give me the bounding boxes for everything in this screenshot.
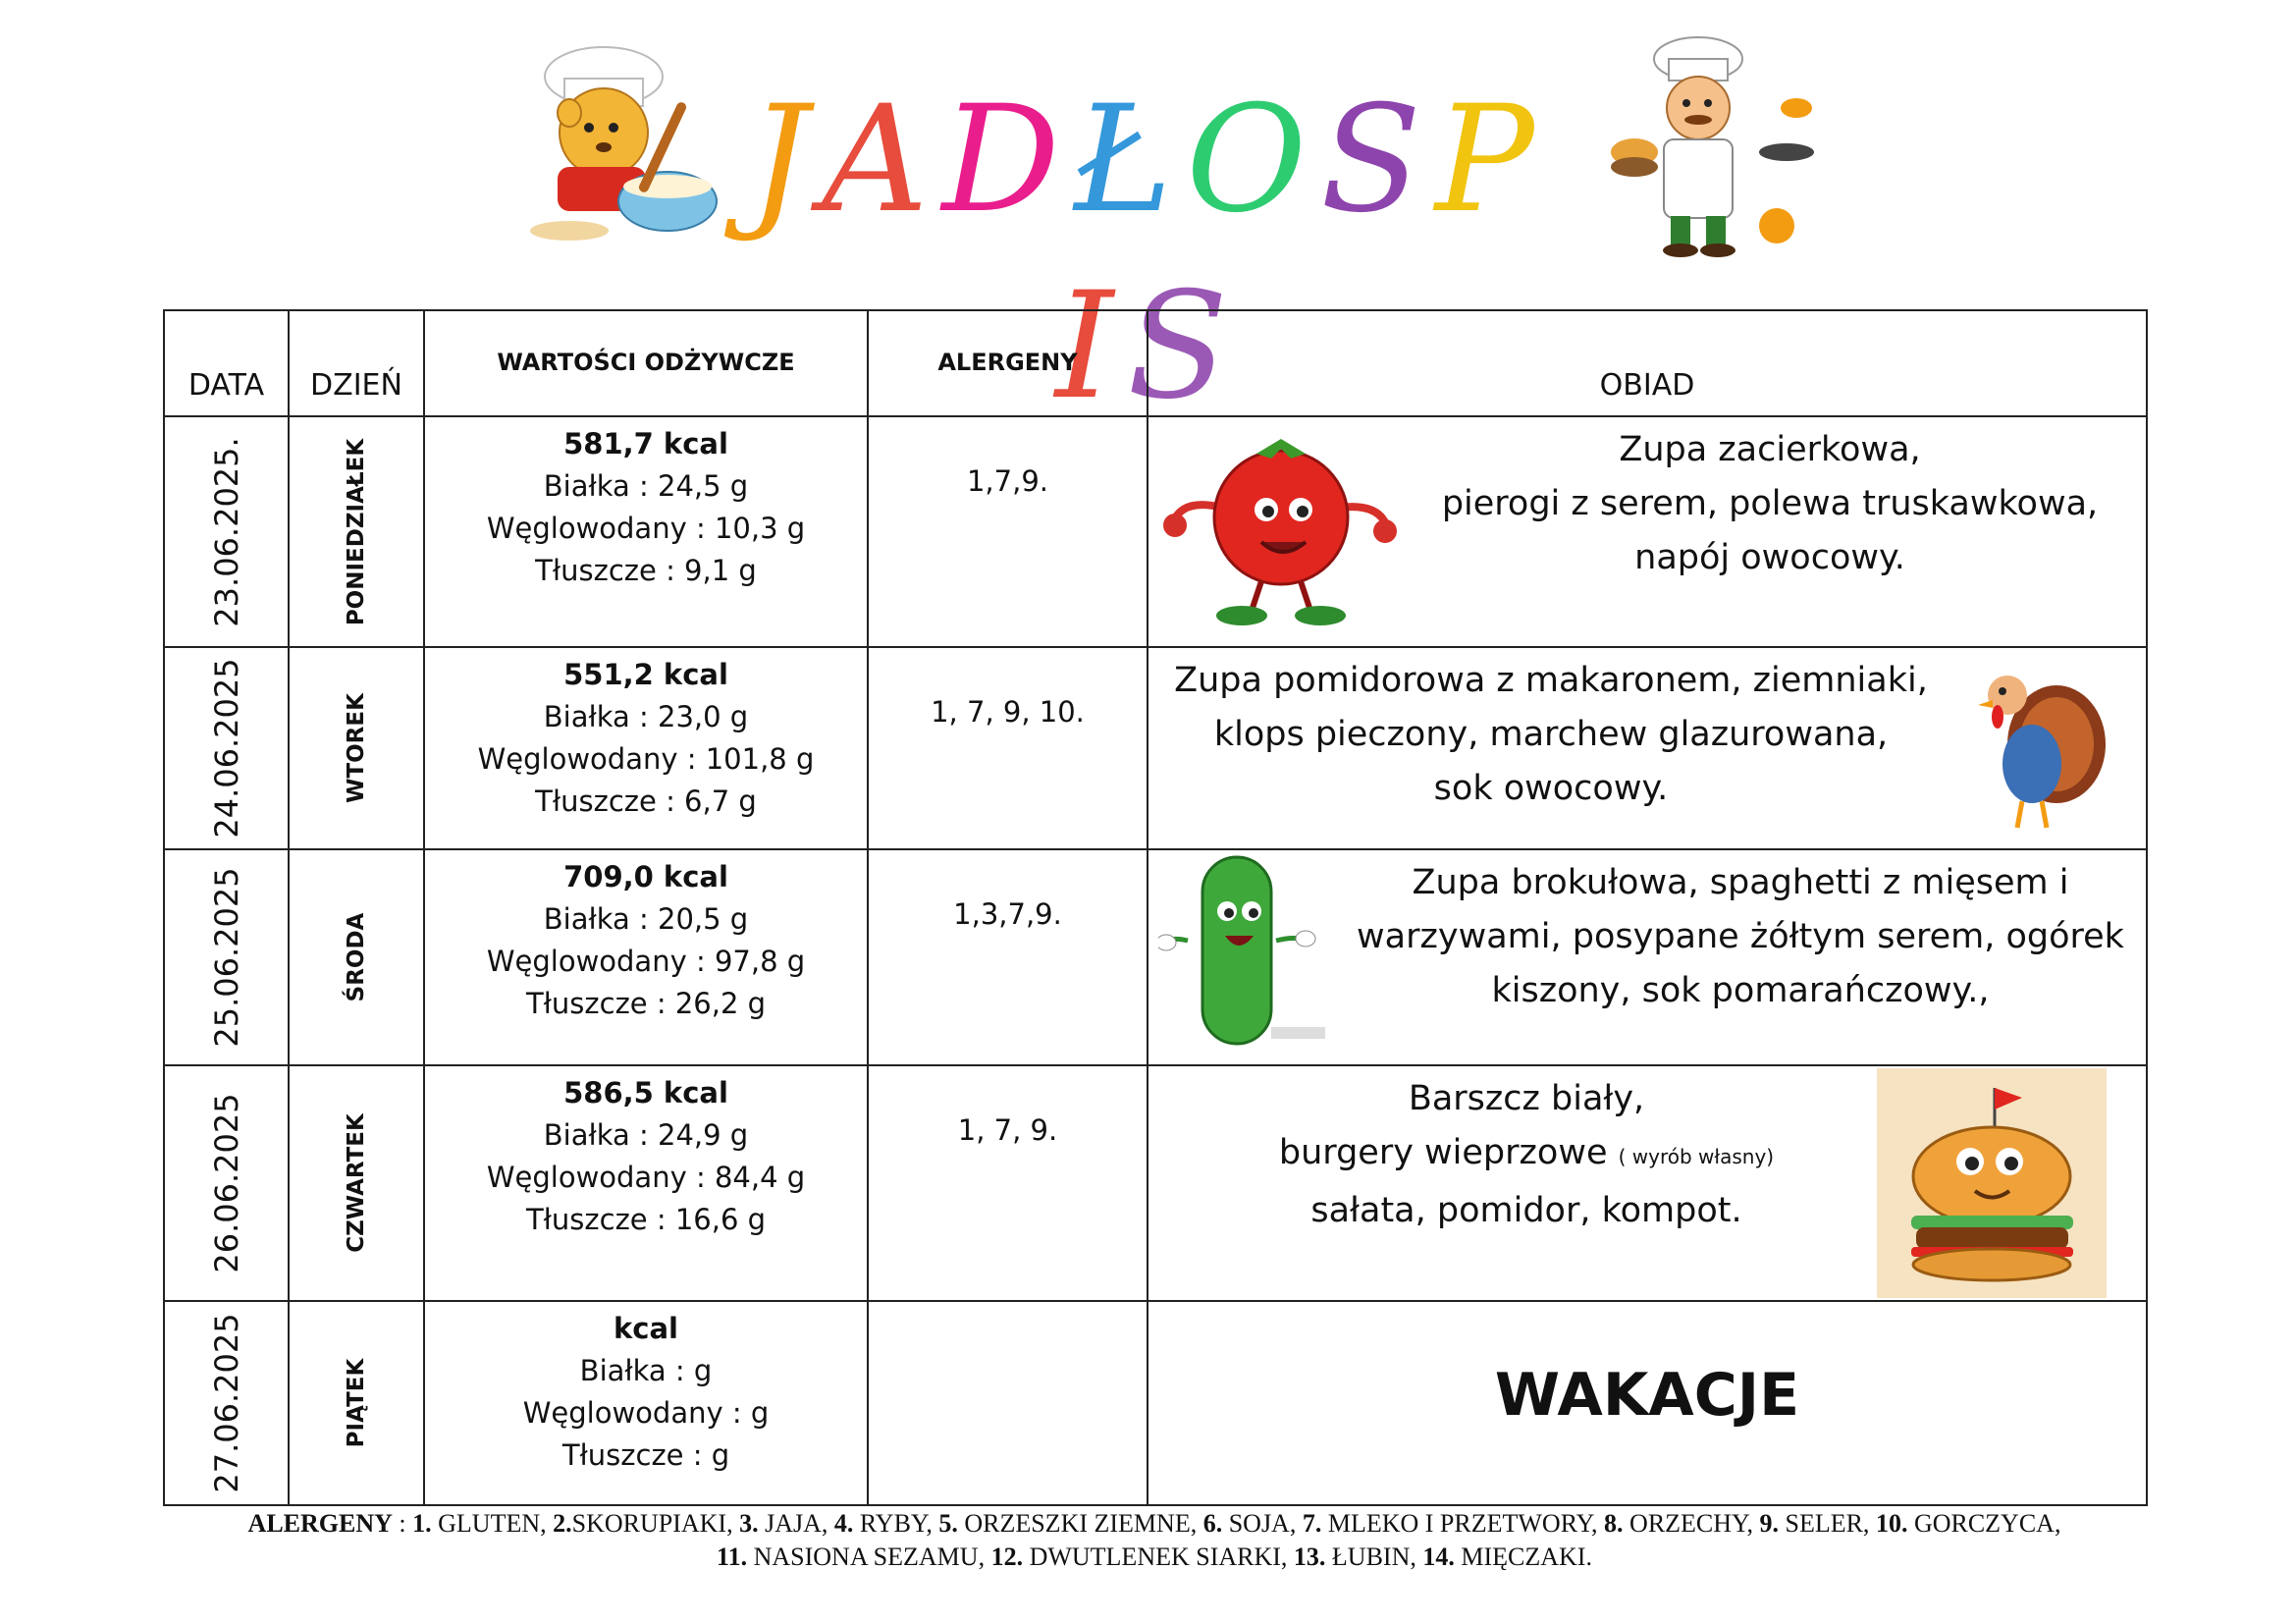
allergen-name: RYBY, (853, 1509, 939, 1538)
day-cell (289, 416, 424, 647)
title-letter: S (1320, 75, 1435, 245)
allergen-number: 5. (938, 1509, 958, 1538)
dish-line (1188, 1126, 1865, 1184)
dish-text (1345, 856, 2136, 1018)
allergen-name: MIĘCZAKI. (1454, 1543, 1592, 1571)
dish-line: Zupa zacierkowa, (1619, 430, 1921, 469)
allergen-number: 8. (1604, 1509, 1624, 1538)
allergen-number: 13. (1293, 1543, 1326, 1571)
dish-text (1158, 654, 1944, 816)
carbs-value: Węglowodany : 84,4 g (486, 1161, 806, 1194)
allergen-number: 1. (412, 1509, 432, 1538)
title-letter: O (1186, 75, 1321, 245)
dish-line: klops pieczony, marchew glazurowana, (1213, 715, 1889, 754)
nutrition-cell (424, 416, 868, 647)
tomato-icon (1163, 429, 1399, 630)
dish-line: sok owocowy. (1433, 769, 1669, 808)
allergen-number: 4. (833, 1509, 854, 1538)
nutrition-cell (424, 1301, 868, 1505)
fat-value: Tłuszcze : 26,2 g (525, 987, 767, 1020)
table-row (164, 849, 2147, 1065)
menu-table (163, 309, 2148, 1506)
allergen-name: GORCZYCA, (1907, 1509, 2061, 1538)
title-letter: J (749, 75, 823, 245)
day-cell (289, 849, 424, 1065)
date-cell (164, 1301, 289, 1505)
title-letter: A (822, 75, 942, 245)
dish-text (1188, 1072, 1865, 1238)
nutrition-cell (424, 1065, 868, 1301)
date-text: 26.06.2025 (207, 1093, 245, 1273)
day-text: CZWARTEK (344, 1113, 369, 1253)
allergen-number: 7. (1302, 1509, 1322, 1538)
day-text: ŚRODA (344, 912, 369, 1002)
allergen-legend (163, 1507, 2146, 1574)
date-text: 27.06.2025 (207, 1313, 245, 1493)
allergen-name: ORZESZKI ZIEMNE, (957, 1509, 1203, 1538)
chef-bear-icon (510, 39, 736, 245)
allergen-name: SKORUPIAKI, (571, 1509, 740, 1538)
allergens-cell: 1,7,9. (868, 416, 1148, 647)
fat-value: Tłuszcze : 6,7 g (535, 785, 757, 818)
burger-icon (1877, 1068, 2107, 1298)
carbs-value: Węglowodany : g (522, 1396, 770, 1430)
allergen-number: 10. (1875, 1509, 1908, 1538)
dish-cell (1148, 1301, 2147, 1505)
kcal-value: 581,7 kcal (563, 427, 728, 460)
allergen-number: 2. (553, 1509, 572, 1538)
allergen-legend-line-1: ALERGENY : 1. GLUTEN, 2.SKORUPIAKI, 3. JAJA, 4. RYBY, 5. ORZESZKI ZIEMNE, 6. SOJA, 7. MLEKO I PRZETWORY, 8. ORZECHY, 9. SELER, 10. GORCZYCA, (247, 1509, 2061, 1538)
kcal-value: 551,2 kcal (563, 658, 728, 691)
carbs-value: Węglowodany : 10,3 g (486, 512, 806, 545)
allergen-number: 14. (1422, 1543, 1455, 1571)
dish-cell (1148, 1065, 2147, 1301)
dish-note: ( wyrób własny) (1618, 1145, 1775, 1168)
allergens-cell: 1, 7, 9, 10. (868, 647, 1148, 849)
table-row (164, 416, 2147, 647)
allergen-name: JAJA, (758, 1509, 834, 1538)
date-cell (164, 1065, 289, 1301)
dish-cell (1148, 849, 2147, 1065)
dish-line: pierogi z serem, polewa truskawkowa, (1441, 484, 2099, 523)
protein-value: Białka : 24,5 g (543, 469, 749, 503)
allergen-number: 12. (990, 1543, 1024, 1571)
protein-value: Białka : 23,0 g (543, 700, 749, 733)
title-letter: I (1054, 261, 1128, 432)
header-lunch: OBIAD (1148, 310, 2147, 416)
title-letter: D (941, 75, 1074, 245)
protein-value: Białka : 20,5 g (543, 902, 749, 936)
fat-value: Tłuszcze : g (561, 1438, 730, 1472)
allergen-name: SELER, (1778, 1509, 1876, 1538)
date-cell (164, 849, 289, 1065)
header-allergens: ALERGENY (868, 310, 1148, 416)
allergens-cell: 1, 7, 9. (868, 1065, 1148, 1301)
dish-line: sałata, pomidor, kompot. (1310, 1191, 1742, 1230)
date-text: 25.06.2025 (207, 867, 245, 1048)
dish-line: napój owocowy. (1634, 538, 1905, 577)
dish-line-main: burgery wieprzowe (1278, 1133, 1608, 1172)
allergens-cell (868, 1301, 1148, 1505)
allergen-legend-label: ALERGENY (247, 1509, 393, 1538)
dish-cell (1148, 416, 2147, 647)
dish-cell (1148, 647, 2147, 849)
carbs-value: Węglowodany : 97,8 g (486, 945, 806, 978)
allergen-name: SOJA, (1222, 1509, 1303, 1538)
carbs-value: Węglowodany : 101,8 g (477, 742, 815, 776)
cucumber-icon (1158, 852, 1330, 1049)
dish-line: warzywami, posypane żółtym serem, ogórek (1357, 917, 2124, 956)
allergen-number: 11. (717, 1543, 748, 1571)
day-text: WTOREK (344, 693, 369, 803)
title-letter: S (1127, 261, 1243, 432)
allergen-name: MLEKO I PRZETWORY, (1321, 1509, 1605, 1538)
dish-line: kiszony, sok pomarańczowy., (1491, 971, 1990, 1010)
day-text: PIĄTEK (344, 1358, 369, 1448)
kcal-value: 709,0 kcal (563, 860, 728, 893)
header-row (164, 310, 2147, 416)
allergen-name: DWUTLENEK SIARKI, (1023, 1543, 1294, 1571)
allergen-legend-line-2 (163, 1541, 2146, 1574)
allergen-number: 3. (739, 1509, 759, 1538)
header-date: DATA (164, 310, 289, 416)
nutrition-cell (424, 849, 868, 1065)
day-cell (289, 1065, 424, 1301)
title-letter: P (1434, 75, 1548, 245)
table-row (164, 1301, 2147, 1505)
kcal-value: 586,5 kcal (563, 1076, 728, 1110)
protein-value: Białka : g (579, 1354, 713, 1387)
day-cell (289, 1301, 424, 1505)
dish-line: Zupa brokułowa, spaghetti z mięsem i (1412, 863, 2069, 902)
table-row (164, 1065, 2147, 1301)
allergen-number: 9. (1759, 1509, 1779, 1538)
allergen-name: ORZECHY, (1623, 1509, 1760, 1538)
date-cell (164, 647, 289, 849)
nutrition-cell (424, 647, 868, 849)
day-cell (289, 647, 424, 849)
day-text: PONIEDZIAŁEK (344, 438, 369, 625)
dish-text (1414, 423, 2126, 585)
allergen-name: ŁUBIN, (1325, 1543, 1423, 1571)
fat-value: Tłuszcze : 16,6 g (525, 1203, 767, 1236)
header-day: DZIEŃ (289, 310, 424, 416)
turkey-icon (1963, 656, 2110, 838)
kcal-value: kcal (614, 1312, 678, 1345)
dish-line: Zupa pomidorowa z makaronem, ziemniaki, (1174, 661, 1928, 700)
protein-value: Białka : 24,9 g (543, 1118, 749, 1152)
allergen-name: GLUTEN, (431, 1509, 554, 1538)
title-letter: Ł (1073, 75, 1187, 245)
fat-value: Tłuszcze : 9,1 g (535, 554, 757, 587)
chef-cook-icon (1610, 29, 1826, 265)
allergen-name: NASIONA SEZAMU, (747, 1543, 991, 1571)
holiday-label: WAKACJE (1494, 1361, 1800, 1430)
table-row (164, 647, 2147, 849)
allergen-number: 6. (1202, 1509, 1223, 1538)
date-text: 23.06.2025. (207, 436, 245, 627)
dish-line: Barszcz biały, (1408, 1079, 1645, 1118)
header-nutrition: WARTOŚCI ODŻYWCZE (424, 310, 868, 416)
date-cell (164, 416, 289, 647)
allergens-cell: 1,3,7,9. (868, 849, 1148, 1065)
date-text: 24.06.2025 (207, 658, 245, 839)
